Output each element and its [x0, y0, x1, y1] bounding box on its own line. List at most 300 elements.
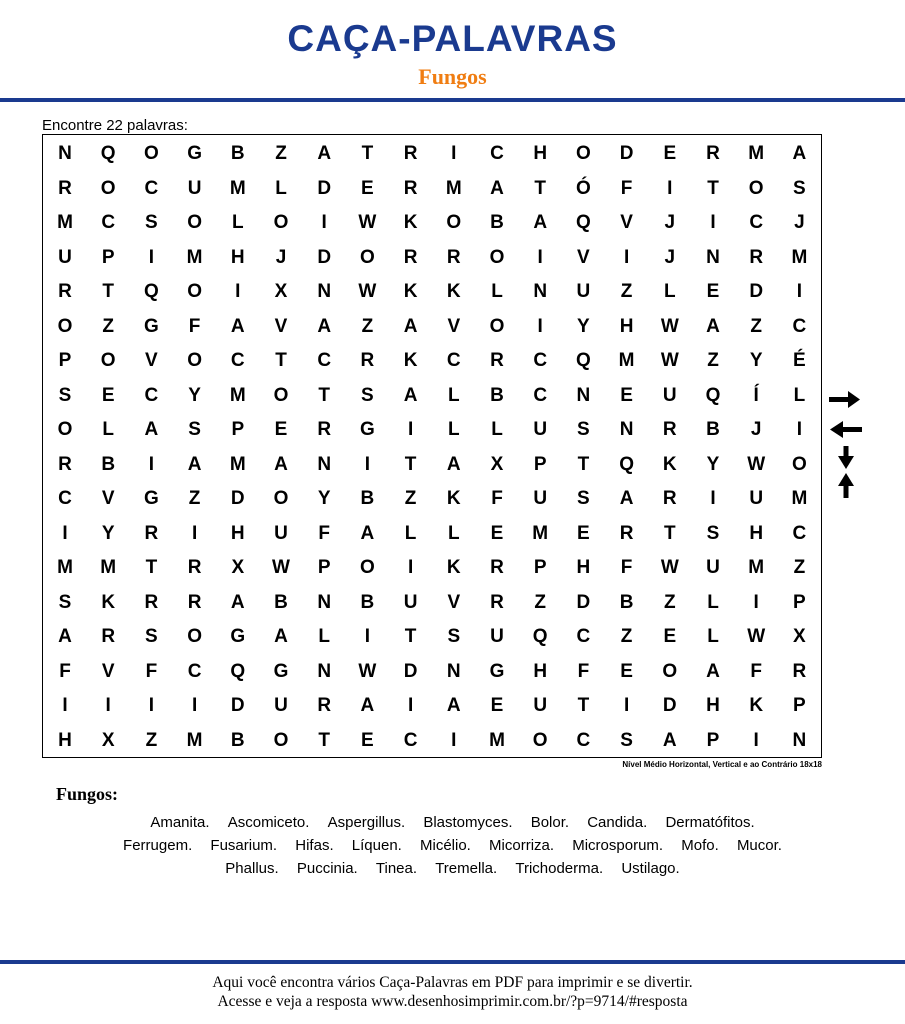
grid-letter: R	[58, 453, 72, 475]
grid-letter: J	[664, 246, 676, 268]
grid-letter: N	[533, 281, 548, 302]
grid-letter: B	[490, 384, 504, 406]
grid-letter: Q	[576, 350, 591, 371]
grid-letter: Q	[619, 453, 634, 475]
grid-letter: G	[360, 419, 375, 440]
word-list-row	[30, 860, 875, 877]
grid-letter: I	[62, 695, 68, 716]
grid-letter: O	[489, 315, 505, 337]
grid-letter: B	[619, 591, 634, 613]
grid-letter: R	[58, 177, 72, 199]
grid-letter: A	[317, 143, 332, 164]
grid-letter: B	[101, 453, 116, 475]
grid-letter: A	[619, 488, 634, 509]
grid-letter: S	[361, 384, 374, 406]
grid-letter: L	[275, 177, 287, 199]
grid-letter: M	[791, 488, 808, 509]
grid-letter: M	[748, 143, 765, 164]
grid-letter: V	[447, 315, 461, 337]
grid-letter: S	[58, 591, 72, 613]
grid-letter: T	[318, 384, 330, 406]
grid-letter: U	[403, 591, 418, 613]
grid-letter: F	[620, 177, 633, 199]
grid-letter: I	[364, 626, 371, 647]
grid-letter: T	[663, 522, 676, 544]
grid-letter: V	[101, 488, 115, 509]
grid-letter: T	[404, 626, 417, 647]
grid-letter: K	[662, 453, 677, 475]
grid-letter: O	[748, 177, 764, 199]
grid-letter: C	[230, 350, 245, 371]
grid-letter: U	[187, 177, 202, 199]
grid-letter: R	[187, 591, 202, 613]
grid-letter: B	[360, 591, 375, 613]
grid-letter: M	[532, 522, 549, 544]
grid-letter: B	[230, 729, 245, 751]
grid-letter: R	[490, 350, 504, 371]
grid-letter: I	[364, 453, 371, 475]
grid-letter: B	[274, 591, 288, 613]
grid-letter: V	[447, 591, 461, 613]
grid-letter: J	[664, 212, 676, 233]
grid-letter: U	[576, 281, 591, 302]
grid-letter: Y	[706, 453, 720, 475]
word-item: Aspergillus.	[327, 814, 406, 831]
word-item: Phallus.	[225, 860, 279, 877]
grid-letter: M	[229, 453, 246, 475]
grid-letter: A	[360, 695, 375, 716]
grid-letter: D	[576, 591, 591, 613]
grid-letter: O	[446, 212, 462, 233]
grid-letter: I	[796, 419, 803, 440]
grid-letter: G	[187, 143, 202, 164]
grid-letter: Z	[102, 315, 114, 337]
grid-letter: M	[100, 557, 117, 578]
grid-letter: I	[407, 557, 414, 578]
grid-letter: S	[145, 626, 158, 647]
grid-letter: C	[792, 315, 807, 337]
top-divider	[0, 98, 905, 102]
grid-letter: T	[145, 557, 158, 578]
grid-letter: I	[753, 729, 759, 751]
grid-letter: A	[144, 419, 159, 440]
direction-arrows	[826, 386, 866, 506]
grid-letter: Z	[620, 281, 633, 302]
grid-letter: T	[577, 695, 590, 716]
grid-letter: W	[660, 557, 679, 578]
grid-letter: S	[620, 729, 633, 751]
grid-letter: G	[273, 660, 289, 682]
grid-letter: M	[229, 177, 246, 199]
grid-letter: I	[148, 246, 155, 268]
grid-letter: T	[361, 143, 374, 164]
grid-letter: R	[101, 626, 116, 647]
grid-letter: N	[706, 246, 720, 268]
grid-letter: H	[749, 522, 764, 544]
grid-letter: I	[321, 212, 327, 233]
grid-letter: R	[58, 281, 72, 302]
grid-letter: R	[792, 660, 807, 682]
grid-letter: R	[317, 419, 332, 440]
grid-letter: P	[533, 453, 547, 475]
word-item: Mucor.	[736, 837, 782, 854]
grid-letter: F	[188, 315, 201, 337]
grid-letter: S	[793, 177, 806, 199]
grid-letter: C	[144, 177, 159, 199]
grid-letter: R	[403, 246, 418, 268]
grid-letter: F	[145, 660, 158, 682]
grid-letter: K	[749, 695, 764, 716]
grid-letter: G	[144, 315, 159, 337]
grid-letter: E	[663, 626, 677, 647]
grid-letter: Z	[361, 315, 374, 337]
grid-letter: M	[489, 729, 505, 751]
grid-letter: E	[490, 522, 504, 544]
grid-letter: A	[274, 453, 288, 475]
grid-letter: M	[57, 212, 73, 233]
word-item: Líquen.	[351, 837, 402, 854]
grid-letter: Y	[749, 350, 763, 371]
grid-letter: K	[403, 350, 418, 371]
grid-letter: I	[407, 419, 414, 440]
grid-letter: M	[57, 557, 73, 578]
grid-letter: X	[793, 626, 806, 647]
grid-letter: R	[403, 143, 418, 164]
grid-letter: U	[490, 626, 504, 647]
grid-letter: O	[187, 212, 202, 233]
grid-letter: L	[491, 281, 503, 302]
grid-letter: L	[447, 522, 460, 544]
grid-letter: A	[490, 177, 504, 199]
grid-letter: R	[187, 557, 202, 578]
arrow-left-icon	[830, 421, 862, 438]
grid-letter: N	[317, 281, 332, 302]
grid-letter: L	[447, 419, 460, 440]
grid-letter: K	[101, 591, 116, 613]
word-list-row	[30, 814, 875, 831]
grid-letter: M	[748, 557, 765, 578]
grid-letter: A	[360, 522, 375, 544]
grid-letter: C	[533, 384, 548, 406]
grid-letter: H	[533, 660, 548, 682]
grid-letter: Z	[707, 350, 719, 371]
grid-letter: F	[318, 522, 330, 544]
grid-letter: A	[706, 315, 720, 337]
grid-letter: P	[231, 419, 245, 440]
word-list-row	[30, 837, 875, 854]
grid-letter: L	[663, 281, 676, 302]
grid-letter: P	[101, 246, 115, 268]
grid-letter: I	[623, 246, 630, 268]
word-item: Candida.	[587, 814, 648, 831]
grid-letter: V	[620, 212, 633, 233]
grid-letter: W	[660, 350, 679, 371]
grid-letter: U	[706, 557, 720, 578]
grid-letter: Z	[145, 729, 158, 751]
grid-letter: A	[274, 626, 288, 647]
grid-letter: V	[274, 315, 288, 337]
grid-letter: N	[576, 384, 591, 406]
page-title: CAÇA-PALAVRAS	[287, 18, 618, 59]
word-item: Micélio.	[420, 837, 471, 854]
grid-letter: H	[230, 246, 245, 268]
grid-letter: K	[403, 212, 418, 233]
grid-letter: O	[57, 419, 73, 440]
grid-letter: L	[491, 419, 503, 440]
grid-letter: P	[58, 350, 72, 371]
grid-letter: Y	[317, 488, 331, 509]
page-subtitle: Fungos	[418, 64, 487, 89]
letter-grid	[42, 134, 822, 758]
grid-letter: S	[145, 212, 158, 233]
word-item: Puccinia.	[296, 860, 358, 877]
grid-letter: W	[272, 557, 290, 578]
grid-letter: L	[707, 626, 719, 647]
grid-letter: R	[317, 695, 332, 716]
grid-letter: X	[101, 729, 115, 751]
grid-letter: R	[403, 177, 418, 199]
grid-letter: Ó	[576, 177, 591, 199]
grid-letter: D	[619, 143, 634, 164]
grid-letter: H	[706, 695, 720, 716]
grid-letter: E	[274, 419, 288, 440]
grid-letter: T	[275, 350, 287, 371]
grid-letter: L	[707, 591, 719, 613]
instruction-text: Encontre 22 palavras:	[42, 117, 188, 134]
grid-letter: I	[710, 488, 716, 509]
grid-letter: R	[144, 522, 159, 544]
word-item: Trichoderma.	[515, 860, 604, 877]
grid-letter: Z	[793, 557, 806, 578]
grid-letter: A	[58, 626, 72, 647]
word-item: Amanita.	[150, 814, 210, 831]
grid-letter: V	[145, 350, 158, 371]
grid-letter: C	[317, 350, 332, 371]
grid-letter: O	[360, 557, 375, 578]
grid-letter: C	[749, 212, 764, 233]
grid-letter: I	[191, 695, 198, 716]
grid-letter: P	[533, 557, 547, 578]
grid-letter: W	[358, 281, 377, 302]
grid-letter: E	[663, 143, 677, 164]
grid-letter: O	[273, 488, 289, 509]
grid-letter: R	[749, 246, 764, 268]
grid-letter: A	[403, 384, 418, 406]
grid-letter: C	[187, 660, 202, 682]
grid-letter: B	[230, 143, 245, 164]
grid-letter: I	[105, 695, 111, 716]
grid-letter: F	[620, 557, 633, 578]
grid-letter: A	[662, 729, 677, 751]
grid-letter: I	[62, 522, 68, 544]
grid-letter: C	[576, 729, 591, 751]
grid-letter: Q	[532, 626, 548, 647]
grid-letter: R	[706, 143, 720, 164]
grid-letter: U	[749, 488, 764, 509]
grid-letter: J	[275, 246, 287, 268]
grid-letter: E	[361, 177, 374, 199]
grid-letter: Z	[620, 626, 633, 647]
grid-letter: Q	[230, 660, 246, 682]
grid-letter: N	[317, 660, 332, 682]
grid-letter: U	[274, 695, 288, 716]
grid-letter: N	[317, 453, 332, 475]
grid-letter: K	[446, 281, 461, 302]
grid-letter: T	[707, 177, 719, 199]
grid-letter: U	[274, 522, 288, 544]
grid-letter: L	[231, 212, 244, 233]
grid-letter: U	[662, 384, 677, 406]
grid-letter: T	[404, 453, 417, 475]
grid-letter: K	[403, 281, 418, 302]
grid-letter: U	[533, 488, 548, 509]
grid-letter: F	[577, 660, 590, 682]
grid-letter: M	[445, 177, 462, 199]
grid-letter: T	[534, 177, 546, 199]
grid-letter: O	[662, 660, 678, 682]
grid-letter: B	[360, 488, 375, 509]
grid-letter: Y	[188, 384, 201, 406]
grid-letter: S	[58, 384, 72, 406]
grid-letter: M	[186, 729, 203, 751]
grid-letter: O	[576, 143, 591, 164]
grid-letter: W	[660, 315, 679, 337]
grid-letter: C	[403, 729, 418, 751]
grid-letter: F	[59, 660, 71, 682]
grid-letter: O	[100, 350, 116, 371]
grid-letter: H	[230, 522, 245, 544]
grid-letter: H	[576, 557, 591, 578]
grid-letter: P	[793, 695, 806, 716]
grid-letter: Y	[101, 522, 115, 544]
grid-letter: Q	[705, 384, 721, 406]
grid-letter: A	[533, 212, 548, 233]
arrow-down-icon	[838, 446, 854, 469]
grid-letter: S	[188, 419, 201, 440]
grid-letter: I	[407, 695, 414, 716]
grid-letter: E	[361, 729, 374, 751]
grid-letter: C	[533, 350, 548, 371]
word-item: Dermatófitos.	[665, 814, 755, 831]
grid-letter: I	[537, 246, 543, 268]
word-item: Ferrugem.	[123, 837, 193, 854]
grid-letter: O	[273, 384, 289, 406]
grid-letter: L	[318, 626, 330, 647]
grid-letter: U	[58, 246, 72, 268]
grid-letter: U	[533, 695, 548, 716]
grid-letter: I	[537, 315, 543, 337]
grid-letter: F	[491, 488, 503, 509]
grid-letter: M	[618, 350, 635, 371]
grid-letter: U	[533, 419, 548, 440]
grid-letter: M	[186, 246, 203, 268]
grid-letter: C	[58, 488, 72, 509]
grid-letter: X	[490, 453, 504, 475]
grid-letter: O	[489, 246, 505, 268]
grid-letter: I	[148, 453, 155, 475]
grid-letter: É	[793, 350, 806, 371]
grid-letter: C	[792, 522, 807, 544]
grid-letter: X	[274, 281, 288, 302]
grid-letter: T	[577, 453, 590, 475]
word-item: Ustilago.	[621, 860, 680, 877]
grid-letter: M	[229, 384, 246, 406]
grid-letter: V	[101, 660, 115, 682]
grid-letter: E	[101, 384, 115, 406]
grid-letter: I	[451, 729, 457, 751]
grid-letter: O	[532, 729, 548, 751]
grid-letter: H	[619, 315, 634, 337]
grid-letter: P	[317, 557, 331, 578]
grid-letter: A	[706, 660, 720, 682]
grid-letter: I	[235, 281, 241, 302]
grid-letter: Z	[275, 143, 287, 164]
grid-letter: L	[447, 384, 460, 406]
grid-letter: I	[753, 591, 759, 613]
grid-letter: B	[490, 212, 504, 233]
grid-letter: S	[577, 419, 590, 440]
word-item: Hifas.	[295, 837, 334, 854]
grid-letter: Z	[663, 591, 676, 613]
word-item: Microsporum.	[572, 837, 664, 854]
grid-letter: M	[791, 246, 808, 268]
grid-letter: Q	[576, 212, 591, 233]
grid-letter: D	[403, 660, 418, 682]
footer-line: Aqui você encontra vários Caça-Palavras em PDF para imprimir e se divertir.	[212, 974, 693, 991]
grid-letter: L	[404, 522, 417, 544]
grid-letter: R	[144, 591, 159, 613]
grid-letter: C	[576, 626, 591, 647]
bottom-divider	[0, 960, 905, 964]
grid-letter: E	[577, 522, 590, 544]
grid-letter: I	[667, 177, 673, 199]
grid-letter: K	[446, 488, 461, 509]
grid-letter: D	[230, 695, 245, 716]
grid-letter: T	[318, 729, 330, 751]
grid-letter: O	[187, 626, 202, 647]
word-list-title: Fungos:	[56, 784, 119, 804]
grid-letter: A	[230, 591, 245, 613]
grid-letter: D	[230, 488, 245, 509]
word-item: Micorriza.	[489, 837, 555, 854]
grid-letter: R	[490, 557, 504, 578]
grid-letter: O	[792, 453, 807, 475]
grid-letter: D	[317, 177, 332, 199]
grid-letter: R	[662, 419, 677, 440]
grid-letter: O	[187, 350, 202, 371]
grid-letter: B	[706, 419, 720, 440]
grid-letter: H	[58, 729, 72, 751]
grid-letter: C	[101, 212, 116, 233]
grid-letter: C	[144, 384, 159, 406]
word-item: Blastomyces.	[423, 814, 513, 831]
grid-letter: E	[620, 384, 633, 406]
grid-letter: R	[619, 522, 634, 544]
grid-letter: G	[144, 488, 159, 509]
word-item: Mofo.	[681, 837, 719, 854]
grid-letter: Q	[100, 143, 116, 164]
grid-letter: A	[403, 315, 418, 337]
grid-letter: N	[317, 591, 332, 613]
grid-letter: A	[446, 695, 461, 716]
grid-letter: I	[710, 212, 716, 233]
grid-letter: I	[191, 522, 198, 544]
grid-letter: F	[750, 660, 762, 682]
grid-letter: N	[58, 143, 72, 164]
grid-letter: Z	[188, 488, 201, 509]
footer-link-line: Acesse e veja a resposta www.desenhosimprimir.com.br/?p=9714/#resposta	[217, 993, 688, 1010]
grid-letter: D	[317, 246, 332, 268]
